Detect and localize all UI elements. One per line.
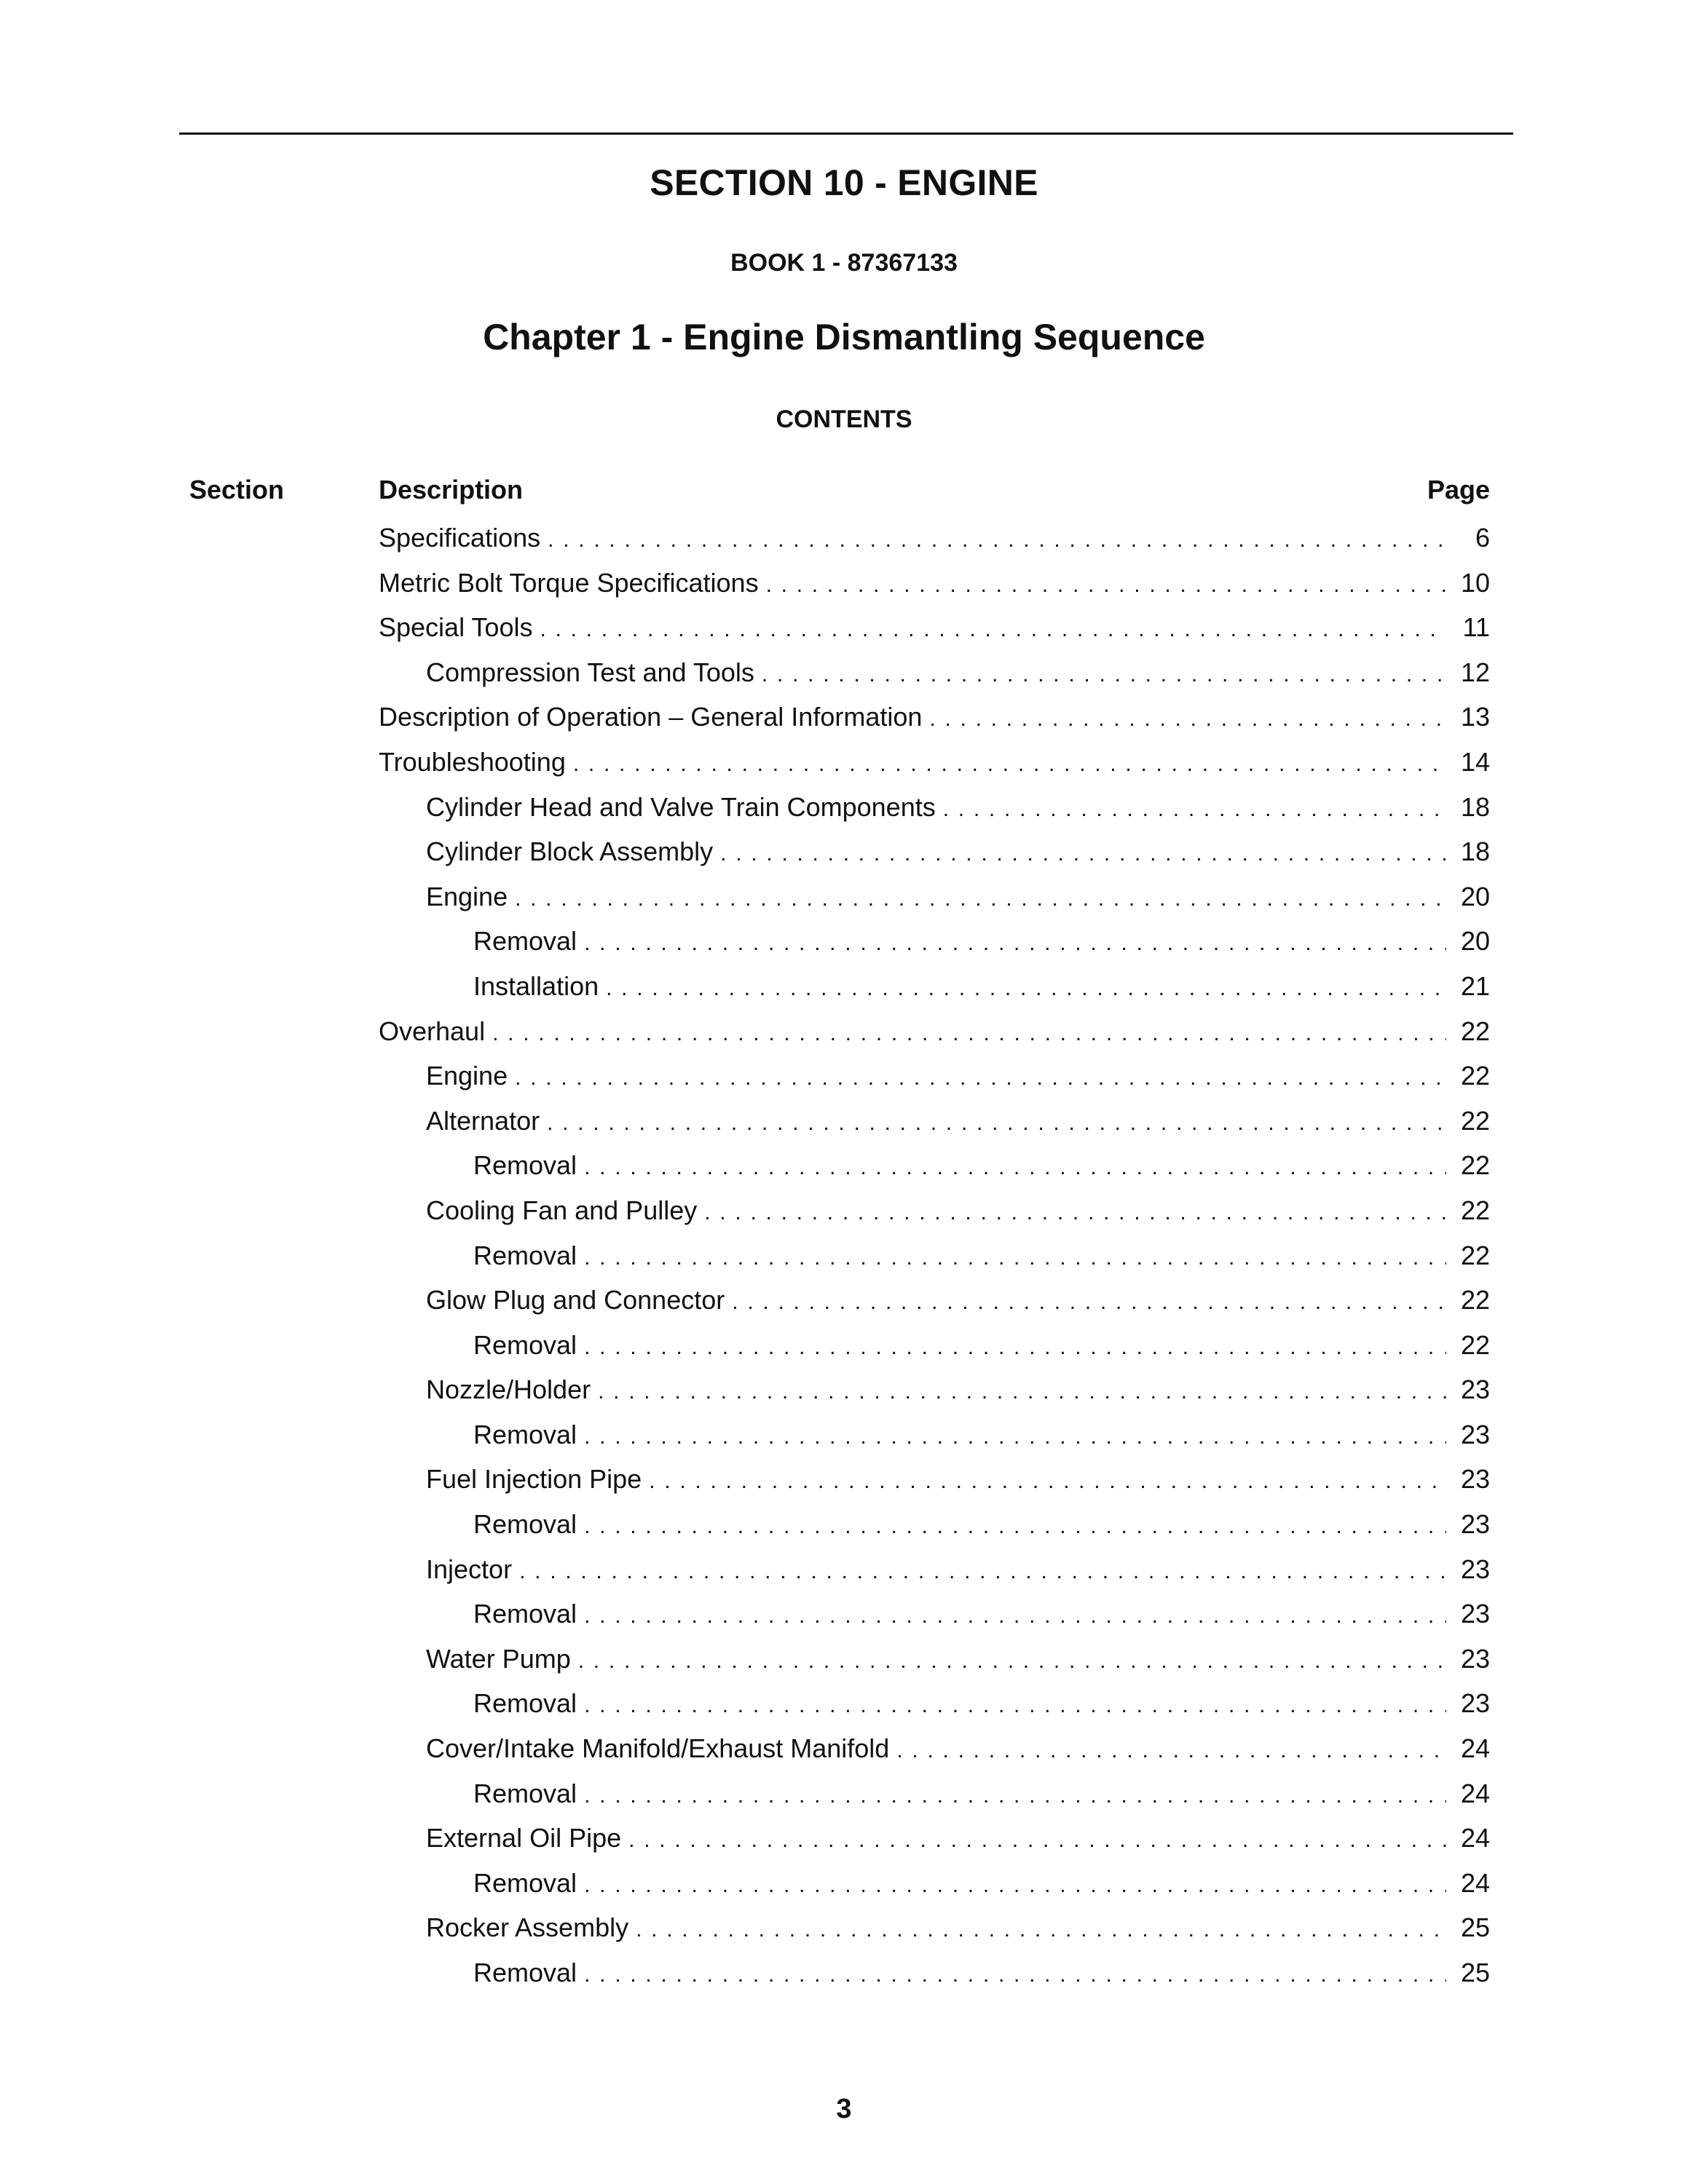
dot-leader: [515, 874, 1446, 919]
toc-entry[interactable]: [379, 1591, 1490, 1637]
toc-entry-label: Cooling Fan and Pulley: [426, 1195, 698, 1225]
toc-entry-label: Compression Test and Tools: [426, 657, 754, 687]
header-rule: [179, 132, 1513, 135]
column-header-section: Section: [189, 475, 285, 505]
toc-entry[interactable]: [379, 1143, 1490, 1188]
toc-entry-label: Water Pump: [426, 1643, 571, 1674]
toc-entry-label: Cylinder Head and Valve Train Components: [426, 791, 936, 822]
dot-leader: [766, 561, 1446, 606]
toc-entry[interactable]: [379, 1502, 1490, 1547]
toc-entry-page: 24: [1460, 1823, 1490, 1853]
toc-entry-page: 24: [1460, 1778, 1490, 1808]
dot-leader: [929, 695, 1446, 740]
toc-entry-page: 18: [1460, 836, 1490, 867]
toc-entry-page: 10: [1460, 567, 1490, 598]
toc-entry-label: Overhaul: [379, 1016, 486, 1046]
toc-entry-page: 22: [1460, 1150, 1490, 1181]
toc-entry-page: 22: [1460, 1329, 1490, 1360]
toc-entry-label: Special Tools: [379, 612, 533, 643]
toc-entry[interactable]: [379, 964, 1490, 1009]
toc-entry-label: Rocker Assembly: [426, 1912, 629, 1943]
toc-entry-label: Removal: [473, 1419, 577, 1449]
toc-entry-label: Glow Plug and Connector: [426, 1285, 725, 1315]
toc-entry[interactable]: [379, 1278, 1490, 1323]
toc-entry-label: Removal: [473, 1329, 577, 1360]
dot-leader: [584, 919, 1446, 964]
dot-leader: [584, 1502, 1446, 1547]
dot-leader: [584, 1591, 1446, 1637]
dot-leader: [515, 1053, 1446, 1099]
toc-entry[interactable]: [379, 1816, 1490, 1861]
toc-entry-page: 25: [1460, 1912, 1490, 1943]
toc-entry[interactable]: [379, 1412, 1490, 1457]
toc-entry-page: 14: [1460, 746, 1490, 777]
dot-leader: [584, 1681, 1446, 1726]
toc-entry[interactable]: [379, 605, 1490, 650]
dot-leader: [636, 1905, 1446, 1950]
toc-entry-page: 24: [1460, 1733, 1490, 1764]
toc-entry[interactable]: [379, 1099, 1490, 1144]
dot-leader: [704, 1188, 1446, 1233]
dot-leader: [762, 650, 1446, 695]
toc-entry-label: Removal: [473, 926, 577, 957]
toc-entry[interactable]: [379, 1726, 1490, 1771]
toc-entry-page: 23: [1460, 1599, 1490, 1629]
toc-entry-page: 23: [1460, 1374, 1490, 1405]
dot-leader: [573, 740, 1446, 785]
toc-entry[interactable]: [379, 740, 1490, 785]
toc-entry-label: Metric Bolt Torque Specifications: [379, 567, 759, 598]
toc-entry[interactable]: [379, 515, 1490, 561]
toc-entry-label: Removal: [473, 1240, 577, 1270]
dot-leader: [732, 1278, 1446, 1323]
toc-entry-page: 12: [1460, 657, 1490, 687]
toc-entry-page: 23: [1460, 1688, 1490, 1719]
toc-entry-label: Removal: [473, 1688, 577, 1719]
toc-entry[interactable]: [379, 785, 1490, 830]
toc-entry[interactable]: [379, 1367, 1490, 1412]
toc-entry-page: 21: [1460, 970, 1490, 1001]
toc-entry[interactable]: [379, 1457, 1490, 1502]
toc-entry-label: Cylinder Block Assembly: [426, 836, 714, 867]
dot-leader: [519, 1547, 1446, 1592]
toc-entry[interactable]: [379, 695, 1490, 740]
toc-entry-page: 22: [1460, 1061, 1490, 1091]
dot-leader: [896, 1726, 1446, 1771]
toc-entry-page: 22: [1460, 1016, 1490, 1046]
toc-entry-page: 20: [1460, 881, 1490, 911]
toc-entry-page: 22: [1460, 1240, 1490, 1270]
table-of-contents: [379, 515, 1490, 1995]
dot-leader: [649, 1457, 1446, 1502]
toc-entry-page: 6: [1475, 523, 1490, 553]
toc-entry[interactable]: [379, 1861, 1490, 1906]
toc-entry-page: 20: [1460, 926, 1490, 957]
toc-entry-label: Removal: [473, 1867, 577, 1898]
toc-entry-label: Removal: [473, 1599, 577, 1629]
toc-entry[interactable]: [379, 829, 1490, 874]
toc-entry[interactable]: [379, 561, 1490, 606]
toc-entry-label: Specifications: [379, 523, 541, 553]
dot-leader: [628, 1816, 1446, 1861]
dot-leader: [584, 1233, 1446, 1278]
book-number: BOOK 1 - 87367133: [730, 249, 958, 277]
toc-entry-page: 11: [1462, 612, 1490, 643]
toc-entry-label: Fuel Injection Pipe: [426, 1464, 642, 1495]
dot-leader: [584, 1950, 1446, 1995]
dot-leader: [584, 1861, 1446, 1906]
dot-leader: [547, 1099, 1446, 1144]
toc-entry-label: Engine: [426, 881, 508, 911]
toc-entry-label: Troubleshooting: [379, 746, 566, 777]
dot-leader: [598, 1367, 1446, 1412]
chapter-title: Chapter 1 - Engine Dismantling Sequence: [483, 317, 1205, 357]
toc-entry-label: Removal: [473, 1958, 577, 1987]
dot-leader: [584, 1771, 1446, 1816]
dot-leader: [578, 1637, 1446, 1682]
toc-entry[interactable]: [379, 1950, 1490, 1995]
toc-entry-page: 25: [1460, 1958, 1490, 1987]
toc-entry-label: Description of Operation – General Information: [379, 702, 923, 732]
column-header-page: Page: [1427, 475, 1490, 505]
toc-entry[interactable]: [379, 1009, 1490, 1054]
dot-leader: [492, 1009, 1446, 1054]
toc-entry-label: Alternator: [426, 1105, 540, 1136]
toc-entry[interactable]: [379, 1681, 1490, 1726]
toc-entry-page: 22: [1460, 1195, 1490, 1225]
toc-entry-page: 13: [1460, 702, 1490, 732]
toc-entry[interactable]: [379, 1771, 1490, 1816]
toc-entry[interactable]: [379, 1637, 1490, 1682]
toc-entry-label: Removal: [473, 1509, 577, 1540]
toc-entry-page: 22: [1460, 1105, 1490, 1136]
toc-entry[interactable]: [379, 650, 1490, 695]
dot-leader: [720, 829, 1446, 874]
toc-entry-page: 23: [1460, 1509, 1490, 1540]
toc-entry-page: 24: [1460, 1867, 1490, 1898]
toc-entry-label: Installation: [473, 970, 599, 1001]
toc-entry-page: 18: [1460, 791, 1490, 822]
dot-leader: [943, 785, 1446, 830]
dot-leader: [584, 1143, 1446, 1188]
contents-heading: CONTENTS: [776, 405, 912, 433]
toc-entry-label: Cover/Intake Manifold/Exhaust Manifold: [426, 1733, 890, 1764]
toc-entry-label: External Oil Pipe: [426, 1823, 622, 1853]
toc-entry[interactable]: [379, 1547, 1490, 1592]
toc-entry[interactable]: [379, 919, 1490, 964]
dot-leader: [584, 1412, 1446, 1457]
dot-leader: [548, 515, 1446, 561]
section-title: SECTION 10 - ENGINE: [650, 162, 1038, 203]
dot-leader: [540, 605, 1446, 650]
column-header-description: Description: [379, 475, 524, 505]
toc-entry[interactable]: [379, 874, 1490, 919]
page-number: 3: [836, 2094, 852, 2124]
toc-entry[interactable]: [379, 1905, 1490, 1950]
toc-entry-label: Removal: [473, 1778, 577, 1808]
toc-entry-page: 23: [1460, 1419, 1490, 1449]
toc-entry-label: Removal: [473, 1150, 577, 1181]
toc-entry-label: Nozzle/Holder: [426, 1374, 591, 1405]
toc-entry[interactable]: [379, 1188, 1490, 1233]
toc-entry-label: Injector: [426, 1554, 513, 1584]
dot-leader: [584, 1323, 1446, 1368]
toc-entry[interactable]: [379, 1053, 1490, 1099]
toc-entry-page: 22: [1460, 1285, 1490, 1315]
toc-entry[interactable]: [379, 1323, 1490, 1368]
toc-entry-label: Engine: [426, 1061, 508, 1091]
toc-entry-page: 23: [1460, 1464, 1490, 1495]
toc-entry[interactable]: [379, 1233, 1490, 1278]
toc-entry-page: 23: [1460, 1554, 1490, 1584]
toc-entry-page: 23: [1460, 1643, 1490, 1674]
dot-leader: [606, 964, 1446, 1009]
